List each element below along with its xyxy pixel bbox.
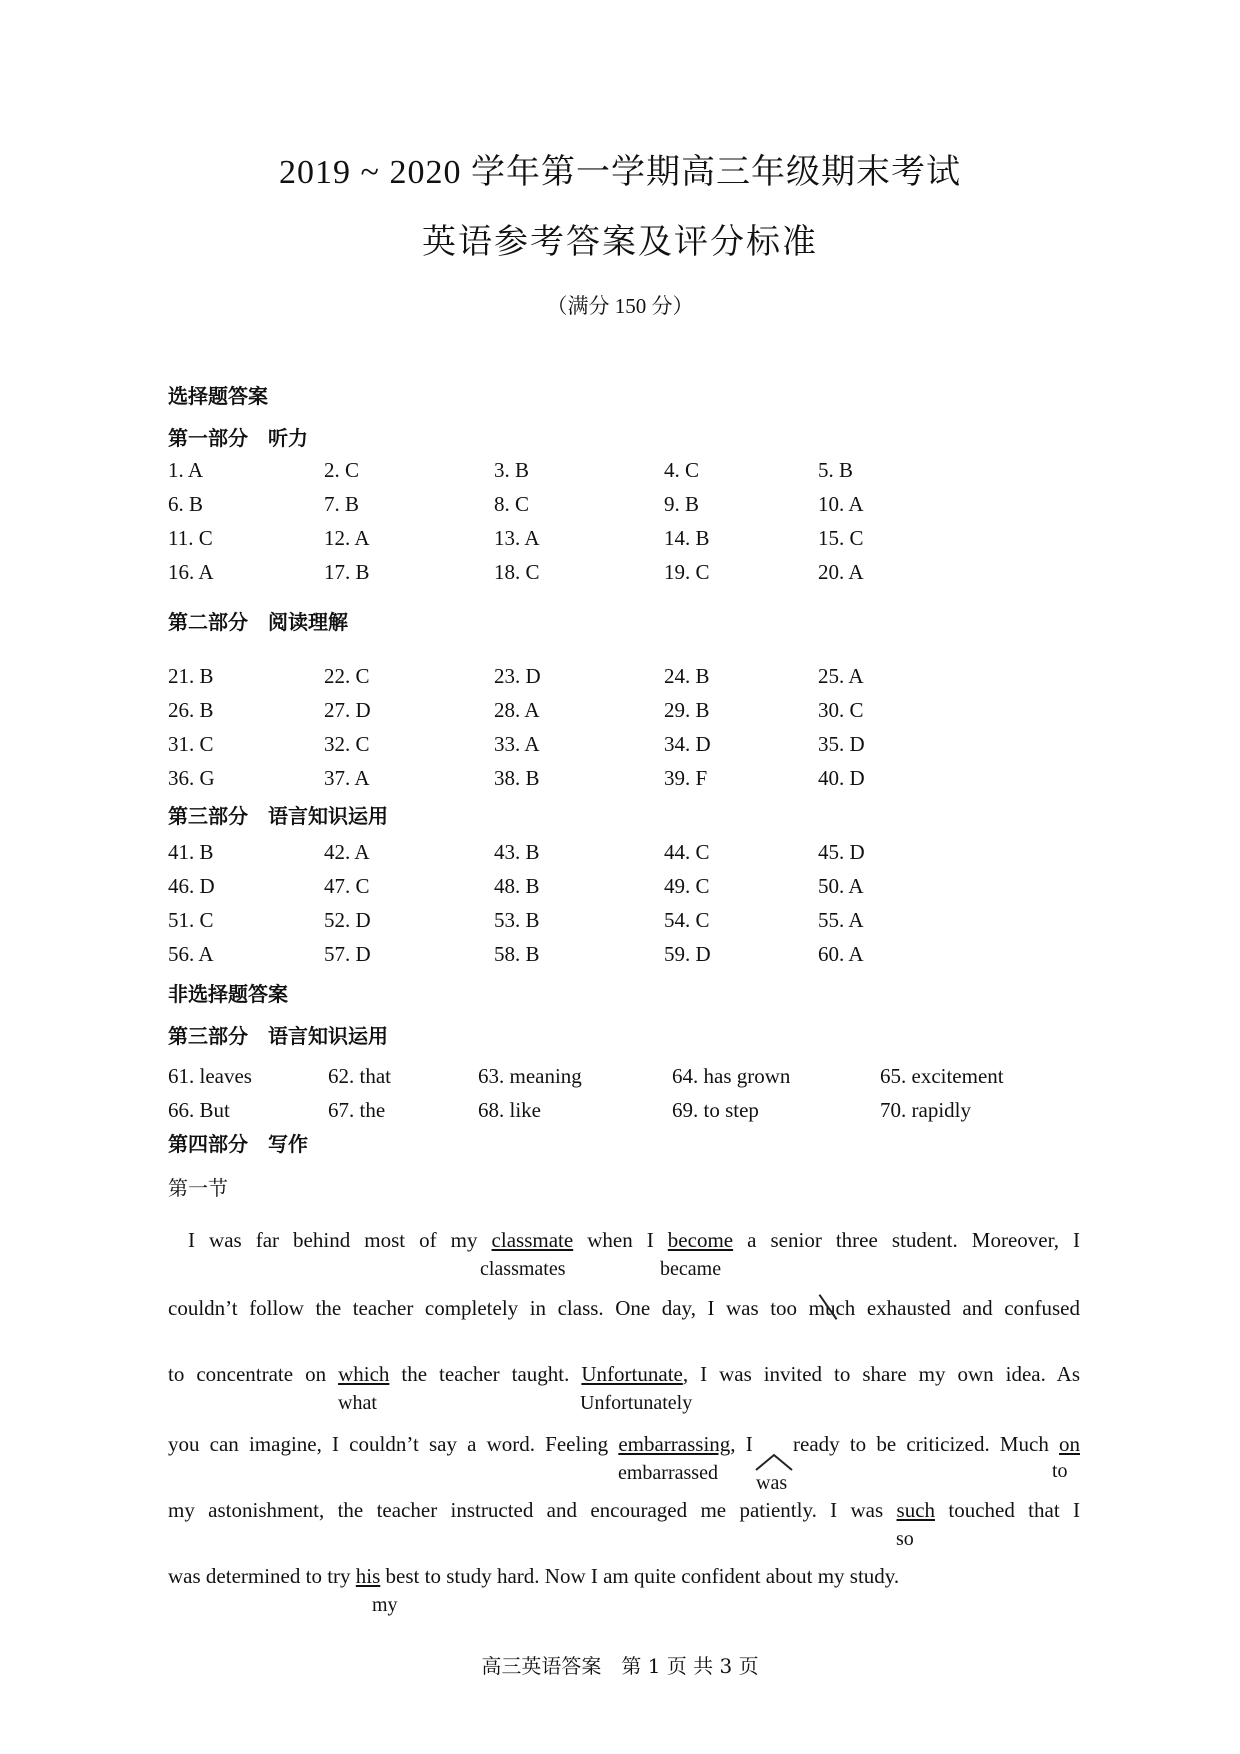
correction-classmates: classmates bbox=[480, 1258, 566, 1280]
answer-item: 41. B bbox=[168, 840, 214, 864]
section1-label: 第一节 bbox=[168, 1176, 228, 1200]
answer-item: 24. B bbox=[664, 664, 710, 688]
answer-item: 44. C bbox=[664, 840, 710, 864]
correction-so: so bbox=[896, 1528, 914, 1550]
answer-row bbox=[0, 874, 1240, 902]
correction-embarrassed: embarrassed bbox=[618, 1462, 718, 1484]
error-classmate: classmate bbox=[491, 1228, 574, 1252]
essay-line-6: was determined to try his best to study hard. Now I am quite confident about my study. bbox=[168, 1564, 900, 1588]
answer-row bbox=[0, 492, 1240, 520]
answer-item: 23. D bbox=[494, 664, 541, 688]
answer-item: 31. C bbox=[168, 732, 214, 756]
answer-item: 39. F bbox=[664, 766, 708, 790]
part1-title: 第一部分 听力 bbox=[168, 426, 308, 450]
answer-item: 37. A bbox=[324, 766, 370, 790]
error-become: become bbox=[667, 1228, 734, 1252]
answer-item: 36. G bbox=[168, 766, 215, 790]
correction-unfortunately: Unfortunately bbox=[580, 1392, 693, 1414]
answer-item: 30. C bbox=[818, 698, 864, 722]
answer-item: 28. A bbox=[494, 698, 540, 722]
answer-item: 62. that bbox=[328, 1064, 391, 1088]
error-such: such bbox=[896, 1498, 936, 1522]
error-his: his bbox=[355, 1564, 381, 1588]
answer-item: 6. B bbox=[168, 492, 204, 516]
nonchoice-section-title: 非选择题答案 bbox=[168, 982, 288, 1006]
answer-item: 9. B bbox=[664, 492, 700, 516]
answer-item: 40. D bbox=[818, 766, 865, 790]
essay-line-1: I was far behind most of my classmate when I become a senior three student. Moreover, I bbox=[188, 1228, 1081, 1252]
answer-item: 26. B bbox=[168, 698, 214, 722]
answer-item: 27. D bbox=[324, 698, 371, 722]
answer-item: 1. A bbox=[168, 458, 204, 482]
page-footer: 高三英语答案 第 1 页 共 3 页 bbox=[481, 1654, 759, 1678]
answer-row bbox=[0, 664, 1240, 692]
answer-item: 20. A bbox=[818, 560, 864, 584]
answer-item: 8. C bbox=[494, 492, 530, 516]
essay-line-5: my astonishment, the teacher instructed and encouraged me patiently. I was such touched that I bbox=[168, 1498, 1080, 1522]
answer-row bbox=[0, 698, 1240, 726]
answer-item: 34. D bbox=[664, 732, 711, 756]
correction-was: was bbox=[756, 1472, 788, 1494]
answer-item: 16. A bbox=[168, 560, 214, 584]
answer-item: 11. C bbox=[168, 526, 213, 550]
essay-line-2: couldn’t follow the teacher completely in class. One day, I was too much exhausted and confused bbox=[168, 1296, 1080, 1320]
answer-item: 61. leaves bbox=[168, 1064, 252, 1088]
answer-item: 33. A bbox=[494, 732, 540, 756]
part3-title: 第三部分 语言知识运用 bbox=[168, 804, 388, 828]
answer-item: 17. B bbox=[324, 560, 370, 584]
answer-item: 68. like bbox=[478, 1098, 541, 1122]
answer-item: 69. to step bbox=[672, 1098, 759, 1122]
nonchoice-part3-title: 第三部分 语言知识运用 bbox=[168, 1024, 388, 1048]
error-which: which bbox=[338, 1362, 390, 1386]
answer-item: 14. B bbox=[664, 526, 710, 550]
answer-row bbox=[0, 766, 1240, 794]
answer-row bbox=[0, 908, 1240, 936]
answer-row bbox=[0, 560, 1240, 588]
deleted-much: uch bbox=[825, 1296, 855, 1320]
answer-item: 4. C bbox=[664, 458, 700, 482]
answer-item: 35. D bbox=[818, 732, 865, 756]
answer-row bbox=[0, 1098, 1240, 1126]
answer-item: 52. D bbox=[324, 908, 371, 932]
answer-item: 64. has grown bbox=[672, 1064, 791, 1088]
answer-item: 56. A bbox=[168, 942, 214, 966]
answer-item: 54. C bbox=[664, 908, 710, 932]
exam-title: 2019 ~ 2020 学年第一学期高三年级期末考试 bbox=[279, 154, 961, 191]
answer-row bbox=[0, 840, 1240, 868]
answer-item: 10. A bbox=[818, 492, 864, 516]
answer-item: 25. A bbox=[818, 664, 864, 688]
correction-became: became bbox=[660, 1258, 722, 1280]
answer-item: 50. A bbox=[818, 874, 864, 898]
answer-item: 2. C bbox=[324, 458, 360, 482]
correction-to: to bbox=[1052, 1460, 1068, 1482]
answer-row bbox=[0, 526, 1240, 554]
essay-line-4: you can imagine, I couldn’t say a word. Feeling embarrassing, I ready to be criticized. Much on bbox=[168, 1432, 1081, 1456]
choice-section-title: 选择题答案 bbox=[168, 384, 268, 408]
answer-item: 5. B bbox=[818, 458, 854, 482]
answer-item: 12. A bbox=[324, 526, 370, 550]
answer-item: 49. C bbox=[664, 874, 710, 898]
answer-item: 42. A bbox=[324, 840, 370, 864]
answer-item: 60. A bbox=[818, 942, 864, 966]
insert-caret-icon bbox=[754, 1452, 794, 1472]
answer-row bbox=[0, 942, 1240, 970]
answer-item: 45. D bbox=[818, 840, 865, 864]
answer-item: 58. B bbox=[494, 942, 540, 966]
answer-item: 18. C bbox=[494, 560, 540, 584]
answer-row bbox=[0, 732, 1240, 760]
answer-item: 32. C bbox=[324, 732, 370, 756]
answer-item: 48. B bbox=[494, 874, 540, 898]
answer-item: 29. B bbox=[664, 698, 710, 722]
answer-item: 65. excitement bbox=[880, 1064, 1004, 1088]
answer-item: 19. C bbox=[664, 560, 710, 584]
answer-item: 46. D bbox=[168, 874, 215, 898]
answer-item: 51. C bbox=[168, 908, 214, 932]
answer-item: 63. meaning bbox=[478, 1064, 582, 1088]
answer-item: 57. D bbox=[324, 942, 371, 966]
correction-what: what bbox=[338, 1392, 377, 1414]
answer-item: 66. But bbox=[168, 1098, 230, 1122]
part2-title: 第二部分 阅读理解 bbox=[168, 610, 348, 634]
answer-item: 47. C bbox=[324, 874, 370, 898]
essay-line-3: to concentrate on which the teacher taught. Unfortunate, I was invited to share my own idea. As bbox=[168, 1362, 1081, 1386]
error-on: on bbox=[1059, 1432, 1081, 1456]
answer-item: 3. B bbox=[494, 458, 530, 482]
answer-item: 59. D bbox=[664, 942, 711, 966]
answer-row bbox=[0, 458, 1240, 486]
answer-item: 22. C bbox=[324, 664, 370, 688]
answer-item: 15. C bbox=[818, 526, 864, 550]
answer-item: 43. B bbox=[494, 840, 540, 864]
exam-subtitle: 英语参考答案及评分标准 bbox=[422, 224, 818, 261]
answer-item: 38. B bbox=[494, 766, 540, 790]
error-unfortunate: Unfortunate bbox=[581, 1362, 683, 1386]
error-embarrassing: embarrassing bbox=[618, 1432, 731, 1456]
answer-item: 53. B bbox=[494, 908, 540, 932]
answer-item: 21. B bbox=[168, 664, 214, 688]
part4-title: 第四部分 写作 bbox=[168, 1132, 308, 1156]
answer-item: 55. A bbox=[818, 908, 864, 932]
full-marks-note: （满分 150 分） bbox=[546, 294, 694, 318]
answer-item: 13. A bbox=[494, 526, 540, 550]
answer-item: 7. B bbox=[324, 492, 360, 516]
answer-row bbox=[0, 1064, 1240, 1092]
answer-item: 67. the bbox=[328, 1098, 386, 1122]
answer-item: 70. rapidly bbox=[880, 1098, 971, 1122]
correction-my: my bbox=[372, 1594, 398, 1616]
